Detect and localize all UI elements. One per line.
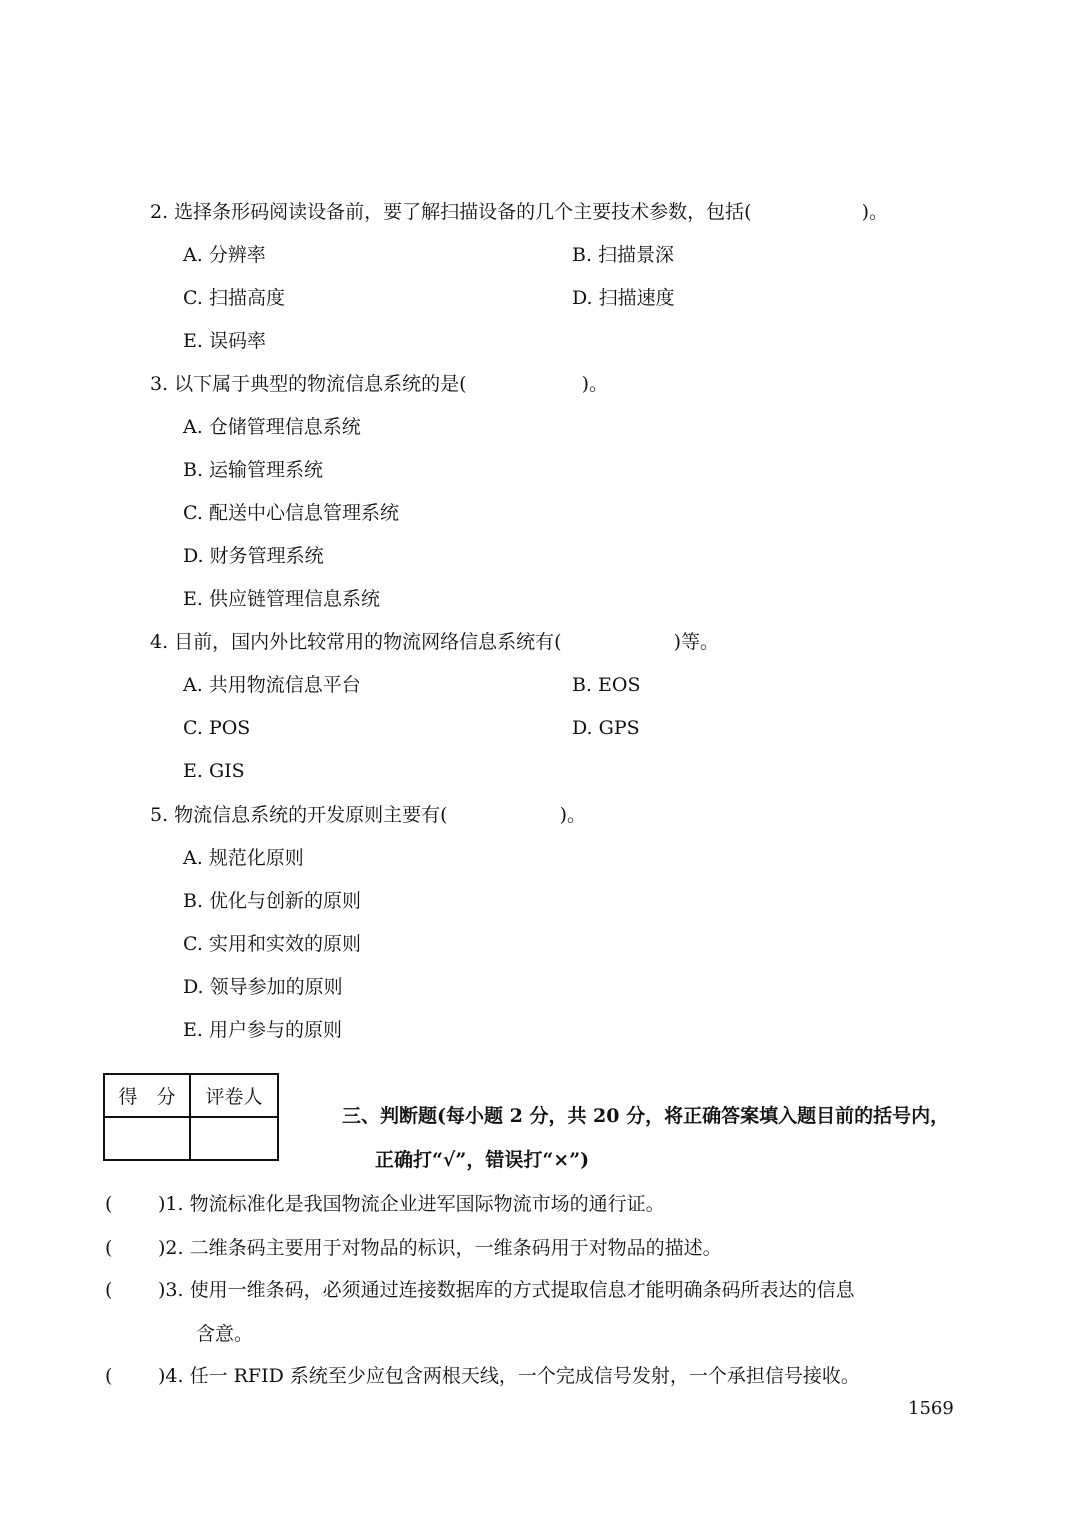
judgement-3-paren: ( xyxy=(105,1279,113,1301)
question-4-option-b: B. EOS xyxy=(572,674,641,696)
question-3-option-a: A. 仓储管理信息系统 xyxy=(183,416,361,438)
question-3-option-d: D. 财务管理系统 xyxy=(183,545,324,567)
question-4-option-d: D. GPS xyxy=(572,717,640,739)
score-label: 得 分 xyxy=(104,1074,190,1117)
question-3-option-c: C. 配送中心信息管理系统 xyxy=(183,502,399,524)
judgement-4-text: )4. 任一 RFID 系统至少应包含两根天线，一个完成信号发射，一个承担信号接收。 xyxy=(158,1365,860,1387)
score-cell xyxy=(104,1117,190,1160)
judgement-3-continuation: 含意。 xyxy=(196,1323,254,1345)
question-5-option-a: A. 规范化原则 xyxy=(183,847,304,869)
question-4-close: )等。 xyxy=(673,631,720,653)
question-2-option-e: E. 误码率 xyxy=(183,330,266,352)
question-3-option-b: B. 运输管理系统 xyxy=(183,459,324,481)
judgement-3-text: )3. 使用一维条码，必须通过连接数据库的方式提取信息才能明确条码所表达的信息 xyxy=(158,1279,855,1301)
judgement-2-paren: ( xyxy=(105,1237,113,1259)
judgement-1-text: )1. 物流标准化是我国物流企业进军国际物流市场的通行证。 xyxy=(158,1193,665,1215)
judgement-1-paren: ( xyxy=(105,1193,113,1215)
question-2-option-a: A. 分辨率 xyxy=(183,244,266,266)
section-3-subtitle: 正确打“√”，错误打“×”) xyxy=(375,1149,590,1171)
question-2-close: )。 xyxy=(861,201,889,223)
question-4-text: 4. 目前，国内外比较常用的物流网络信息系统有( xyxy=(150,631,562,653)
question-5-option-d: D. 领导参加的原则 xyxy=(183,976,343,998)
score-table xyxy=(103,1073,279,1161)
question-2-option-b: B. 扫描景深 xyxy=(572,244,675,266)
grader-label: 评卷人 xyxy=(190,1074,278,1117)
question-3-stem xyxy=(150,372,608,396)
question-3-close: )。 xyxy=(581,373,609,395)
question-4-stem xyxy=(150,630,719,654)
question-4-option-e: E. GIS xyxy=(183,760,245,782)
question-4-option-c: C. POS xyxy=(183,717,251,739)
question-2-text: 2. 选择条形码阅读设备前，要了解扫描设备的几个主要技术参数，包括( xyxy=(150,201,752,223)
question-2-option-d: D. 扫描速度 xyxy=(572,287,675,309)
judgement-2-text: )2. 二维条码主要用于对物品的标识，一维条码用于对物品的描述。 xyxy=(158,1237,722,1259)
question-2-option-c: C. 扫描高度 xyxy=(183,287,285,309)
question-3-text: 3. 以下属于典型的物流信息系统的是( xyxy=(150,373,467,395)
grader-cell xyxy=(190,1117,278,1160)
question-3-option-e: E. 供应链管理信息系统 xyxy=(183,588,380,610)
question-5-option-e: E. 用户参与的原则 xyxy=(183,1019,342,1041)
question-2-stem xyxy=(150,200,888,224)
question-5-close: )。 xyxy=(559,804,587,826)
question-5-option-c: C. 实用和实效的原则 xyxy=(183,933,361,955)
question-4-option-a: A. 共用物流信息平台 xyxy=(183,674,361,696)
judgement-4-paren: ( xyxy=(105,1365,113,1387)
page-number: 1569 xyxy=(908,1398,954,1419)
section-3-title: 三、判断题(每小题 2 分，共 20 分，将正确答案填入题目前的括号内， xyxy=(342,1105,950,1127)
question-5-text: 5. 物流信息系统的开发原则主要有( xyxy=(150,804,448,826)
question-5-option-b: B. 优化与创新的原则 xyxy=(183,890,362,912)
question-5-stem xyxy=(150,803,586,827)
